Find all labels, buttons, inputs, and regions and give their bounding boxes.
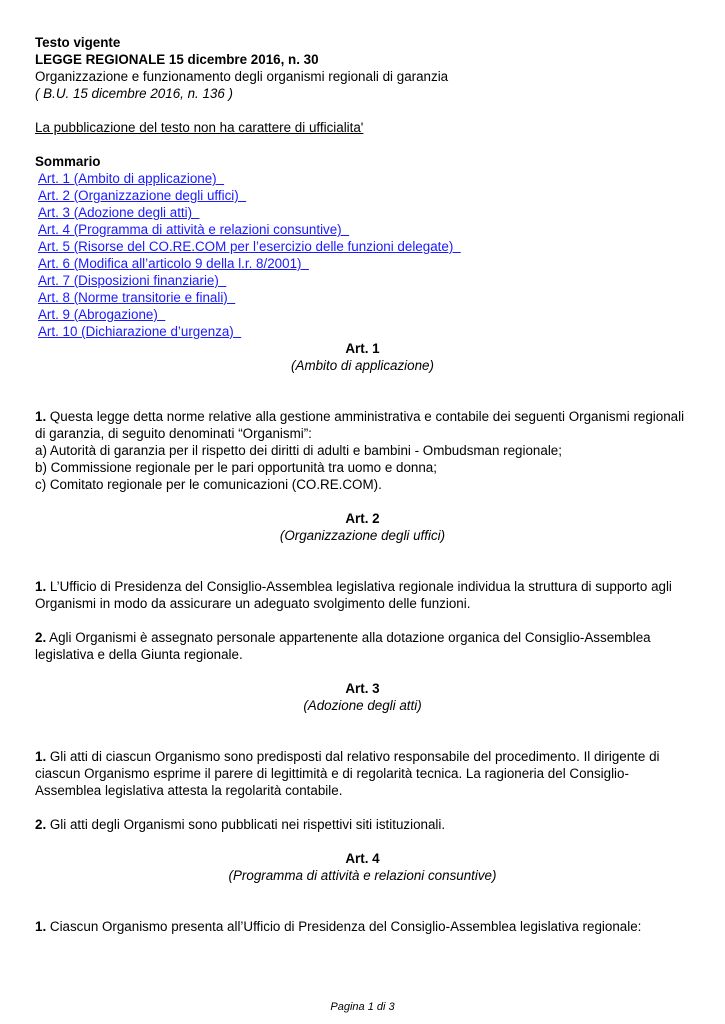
list-item: b) Commissione regionale per le pari opportunità tra uomo e donna;	[35, 460, 437, 475]
paragraph-number: 1.	[35, 749, 47, 764]
article-4	[35, 850, 690, 935]
law-title: LEGGE REGIONALE 15 dicembre 2016, n. 30	[35, 52, 319, 67]
paragraph-text: L’Ufficio di Presidenza del Consiglio-Assemblea legislativa regionale individua la struttura di supporto agli Organismi in modo da assicurare un adeguato svolgimento delle funzioni.	[35, 579, 672, 611]
toc-link-art-3[interactable]: Art. 3 (Adozione degli atti)	[38, 205, 200, 220]
toc-link-art-8[interactable]: Art. 8 (Norme transitorie e finali)	[38, 290, 236, 305]
article-paragraph	[35, 408, 690, 442]
bulletin-reference: ( B.U. 15 dicembre 2016, n. 136 )	[35, 86, 233, 101]
list-item: a) Autorità di garanzia per il rispetto dei diritti di adulti e bambini - Ombudsman regionale;	[35, 443, 562, 458]
article-paragraph	[35, 578, 690, 612]
article-paragraph	[35, 918, 690, 935]
paragraph-text: Gli atti di ciascun Organismo sono predisposti dal relativo responsabile del procedimento. Il dirigente di ciascun Organismo esprime il parere di legittimità e di regolarità tecnica. La ragioneria del Consiglio-Assemblea legislativa attesta la regolarità contabile.	[35, 749, 660, 798]
toc-link-art-6[interactable]: Art. 6 (Modifica all’articolo 9 della l.r. 8/2001)	[38, 256, 309, 271]
paragraph-number: 1.	[35, 919, 47, 934]
text-status: Testo vigente	[35, 35, 121, 50]
summary-list	[35, 170, 690, 340]
toc-link-art-9[interactable]: Art. 9 (Abrogazione)	[38, 307, 166, 322]
paragraph-number: 1.	[35, 409, 47, 424]
article-title: (Ambito di applicazione)	[291, 358, 434, 373]
toc-link-art-4[interactable]: Art. 4 (Programma di attività e relazioni consuntive)	[38, 222, 350, 237]
article-title: (Adozione degli atti)	[303, 698, 422, 713]
article-3	[35, 680, 690, 850]
toc-link-art-7[interactable]: Art. 7 (Disposizioni finanziarie)	[38, 273, 227, 288]
paragraph-text: Gli atti degli Organismi sono pubblicati nei rispettivi siti istituzionali.	[46, 817, 446, 832]
article-paragraph	[35, 816, 690, 833]
paragraph-text: Agli Organismi è assegnato personale appartenente alla dotazione organica del Consiglio-Assemblea legislativa e della Giunta regionale.	[35, 630, 651, 662]
article-number: Art. 3	[345, 681, 380, 696]
paragraph-text: Ciascun Organismo presenta all’Ufficio di Presidenza del Consiglio-Assemblea legislativa regionale:	[46, 919, 642, 934]
article-paragraph	[35, 748, 690, 799]
article-number: Art. 2	[345, 511, 380, 526]
article-title: (Programma di attività e relazioni consuntive)	[228, 868, 497, 883]
article-title: (Organizzazione degli uffici)	[279, 528, 446, 543]
article-paragraph	[35, 629, 690, 663]
summary-title: Sommario	[35, 154, 101, 169]
toc-link-art-5[interactable]: Art. 5 (Risorse del CO.RE.COM per l’esercizio delle funzioni delegate)	[38, 239, 461, 254]
law-subject: Organizzazione e funzionamento degli organismi regionali di garanzia	[35, 69, 449, 84]
article-2	[35, 510, 690, 680]
article-1	[35, 340, 690, 510]
toc-link-art-2[interactable]: Art. 2 (Organizzazione degli uffici)	[38, 188, 247, 203]
disclaimer: La pubblicazione del testo non ha carattere di ufficialita'	[35, 120, 364, 135]
article-number: Art. 4	[345, 851, 380, 866]
toc-link-art-1[interactable]: Art. 1 (Ambito di applicazione)	[38, 171, 225, 186]
list-item: c) Comitato regionale per le comunicazioni (CO.RE.COM).	[35, 477, 382, 492]
document-page	[35, 34, 690, 935]
article-number: Art. 1	[345, 341, 380, 356]
paragraph-number: 2.	[35, 630, 47, 645]
paragraph-text: Questa legge detta norme relative alla gestione amministrativa e contabile dei seguenti Organismi regionali di garanzia, di seguito denominati “Organismi”:	[35, 409, 685, 441]
page-footer: Pagina 1 di 3	[330, 1001, 395, 1013]
toc-link-art-10[interactable]: Art. 10 (Dichiarazione d’urgenza)	[38, 324, 242, 339]
paragraph-number: 2.	[35, 817, 47, 832]
paragraph-number: 1.	[35, 579, 47, 594]
